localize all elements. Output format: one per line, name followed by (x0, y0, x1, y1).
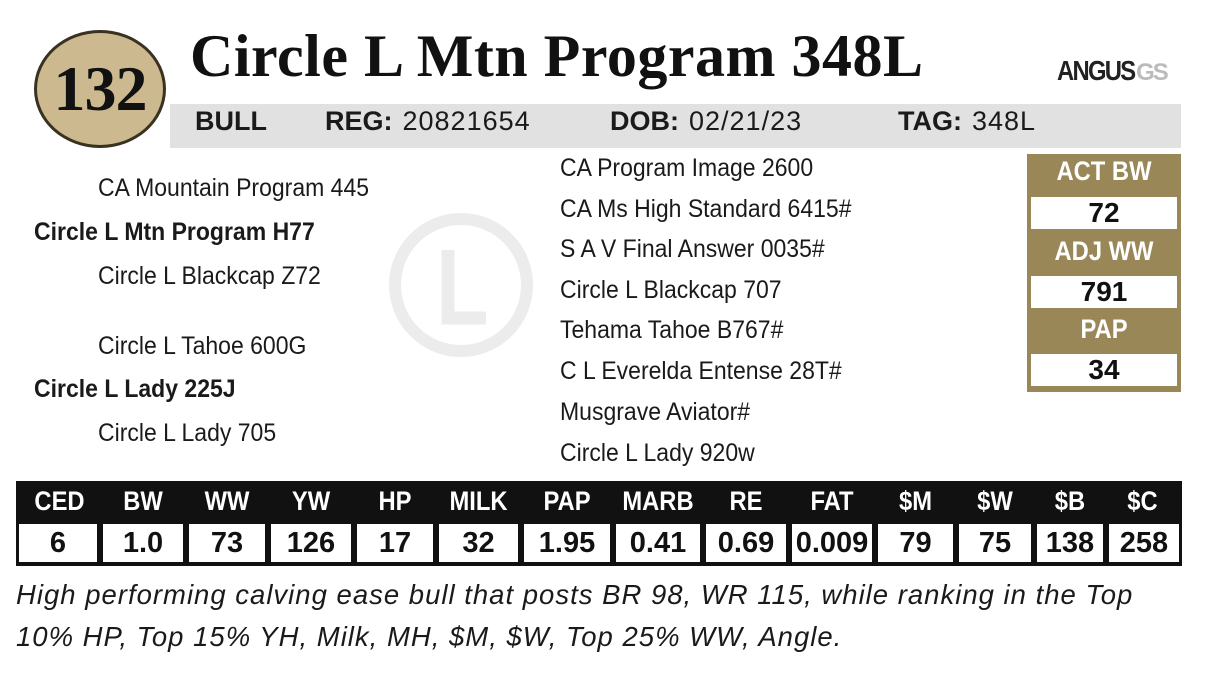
epd-value: 1.0 (103, 524, 183, 562)
epd-value: 138 (1037, 524, 1103, 562)
epd-value: 17 (357, 524, 433, 562)
epd-header: HP (378, 486, 412, 516)
epd-header: YW (291, 486, 331, 516)
pedigree-dam-sire: Circle L Tahoe 600G (98, 332, 307, 360)
pedigree-dam: Circle L Lady 225J (34, 375, 236, 403)
epd-header: $M (898, 486, 932, 516)
perf-label-adj-ww: ADJ WW (1054, 236, 1154, 266)
pedigree-dam-dam: Circle L Lady 705 (98, 419, 277, 447)
description: High performing calving ease bull that posts BR 98, WR 115, while ranking in the Top 10% HP, Top 15% YH, Milk, MH, $M, $W, Top 25% WW, Angle. (16, 579, 1134, 652)
epd-value: 32 (439, 524, 518, 562)
epd-header: MARB (622, 486, 694, 516)
epd-header: MILK (449, 486, 508, 516)
pedigree-right-item: Circle L Lady 920w (560, 439, 755, 467)
epd-value: 75 (959, 524, 1031, 562)
pedigree-right-item: Circle L Blackcap 707 (560, 276, 782, 304)
registration: REG: 20821654 (325, 106, 531, 136)
epd-value: 0.69 (706, 524, 786, 562)
perf-label-pap: PAP (1080, 314, 1128, 344)
epd-value: 0.009 (792, 524, 872, 562)
perf-value-pap: 34 (1031, 354, 1177, 386)
pedigree-right-item: Musgrave Aviator# (560, 398, 751, 426)
epd-header: PAP (543, 486, 591, 516)
logo-sub-text: GS (1136, 59, 1167, 86)
tag: TAG: 348L (898, 106, 1037, 136)
pedigree-sire: Circle L Mtn Program H77 (34, 218, 315, 246)
sex-label: BULL (195, 106, 267, 136)
pedigree-right-item: CA Program Image 2600 (560, 154, 814, 182)
epd-value: 1.95 (524, 524, 610, 562)
pedigree-sire-sire: CA Mountain Program 445 (98, 174, 370, 202)
circle-l-watermark (386, 210, 536, 360)
perf-value-act-bw: 72 (1031, 197, 1177, 229)
pedigree-right-item: C L Everelda Entense 28T# (560, 357, 842, 385)
animal-name: Circle L Mtn Program 348L (190, 23, 924, 89)
epd-header: $W (977, 486, 1013, 516)
performance-box (1027, 154, 1181, 392)
epd-header: FAT (810, 486, 854, 516)
perf-value-adj-ww: 791 (1031, 276, 1177, 308)
logo-main-text: ANGUS (1057, 55, 1135, 86)
lot-number: 132 (53, 53, 147, 124)
pedigree-right-item: S A V Final Answer 0035# (560, 235, 825, 263)
epd-header: RE (729, 486, 763, 516)
epd-value: 258 (1109, 524, 1179, 562)
epd-value: 79 (878, 524, 953, 562)
epd-value: 0.41 (616, 524, 700, 562)
pedigree-sire-dam: Circle L Blackcap Z72 (98, 262, 321, 290)
perf-label-act-bw: ACT BW (1056, 156, 1152, 186)
epd-header: $B (1054, 486, 1086, 516)
epd-header: BW (123, 486, 163, 516)
pedigree-right-item: Tehama Tahoe B767# (560, 316, 784, 344)
epd-header: WW (204, 486, 250, 516)
epd-header: $C (1127, 486, 1158, 516)
epd-value: 6 (19, 524, 97, 562)
epd-value: 126 (271, 524, 351, 562)
lot-badge (34, 30, 166, 148)
pedigree-right-item: CA Ms High Standard 6415# (560, 195, 852, 223)
epd-value: 73 (189, 524, 265, 562)
epd-header: CED (34, 486, 85, 516)
date-of-birth: DOB: 02/21/23 (610, 106, 803, 136)
angus-logo (1057, 55, 1167, 87)
